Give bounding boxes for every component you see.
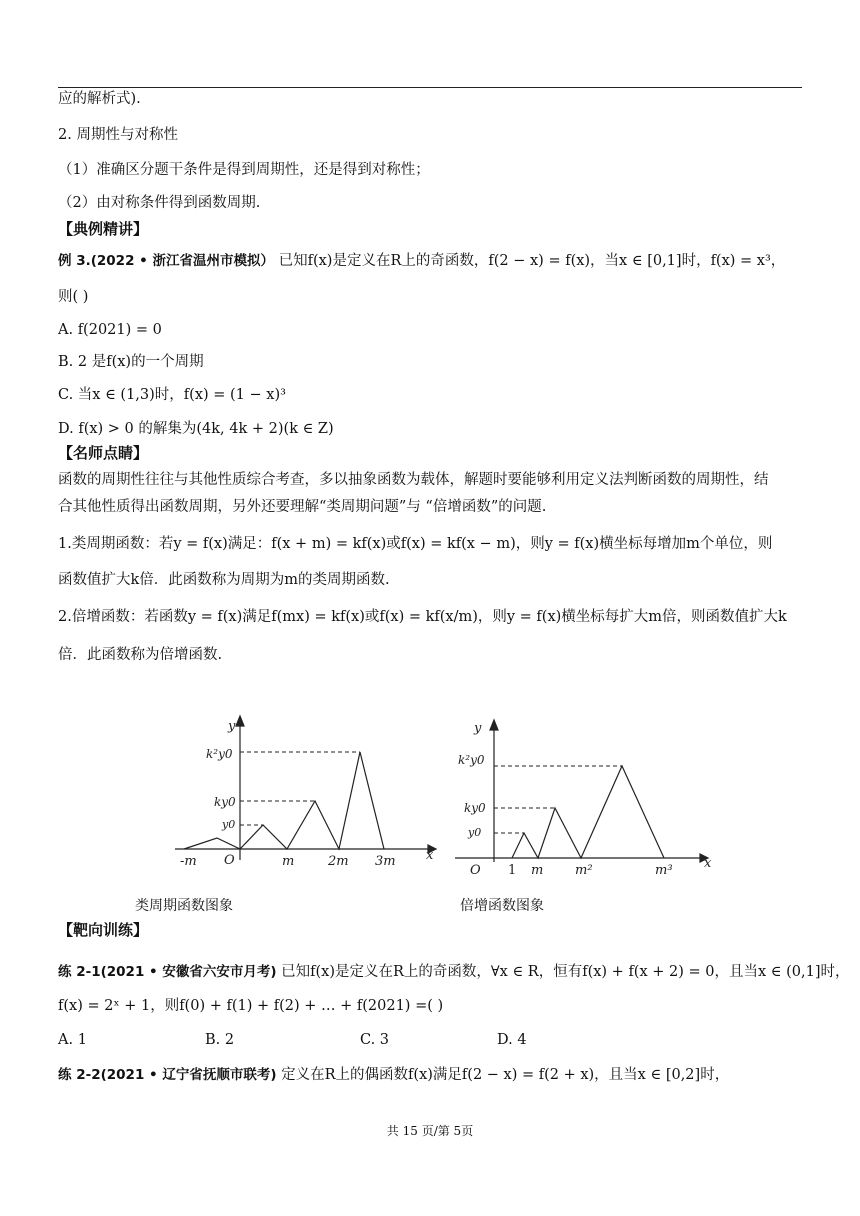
example-text: 已知f(x)是定义在R上的奇函数，f(2 − x) = f(x)，当x ∈ [0,1]时，f(x) = x³，	[278, 253, 786, 269]
problem1-line	[58, 965, 850, 980]
problem2-label: 练 2-2(2021 • 辽宁省抚顺市联考)	[58, 1067, 277, 1083]
example-label: 例 3.(2022 • 浙江省温州市模拟）	[58, 253, 274, 269]
option-d: D. f(x) > 0 的解集为(4k, 4k + 2)(k ∈ Z)	[58, 421, 334, 437]
y-axis-label: y	[228, 719, 236, 734]
quasi-periodic-graph	[170, 710, 440, 880]
problem2-line	[58, 1068, 729, 1083]
problem1-option-d: D. 4	[497, 1032, 527, 1048]
example-line	[58, 254, 785, 269]
x-axis-label: x	[704, 856, 712, 871]
def1-line2: 函数值扩大k倍．此函数称为周期为m的类周期函数.	[58, 572, 390, 588]
x-label-2m: 2m	[328, 854, 349, 869]
y-label-y0: y0	[222, 818, 236, 831]
example-cont: 则( )	[58, 289, 89, 305]
x-label-neg-m: -m	[180, 854, 197, 869]
intro-item1: （1）准确区分题干条件是得到周期性，还是得到对称性；	[58, 162, 430, 178]
problem1-text: 已知f(x)是定义在R上的奇函数，∀x ∈ R，恒有f(x) + f(x + 2) = 0，且当x ∈ (0,1]时，	[281, 964, 850, 980]
y-label-ky0: ky0	[464, 801, 486, 815]
mingshi-header: 【名师点睛】	[58, 444, 149, 462]
y-axis-arrow	[490, 720, 498, 730]
x-label-m: m	[531, 863, 544, 878]
problem1-option-c: C. 3	[360, 1032, 390, 1048]
origin-label: O	[224, 853, 235, 868]
problem1-option-b: B. 2	[205, 1032, 235, 1048]
mingshi-para1: 函数的周期性往往与其他性质综合考查，多以抽象函数为载体，解题时要能够利用定义法判断函数的周期性，结	[58, 472, 769, 488]
def2-line2: 倍．此函数称为倍增函数.	[58, 647, 223, 663]
problem1-label: 练 2-1(2021 • 安徽省六安市月考)	[58, 964, 277, 980]
doubling-curve	[512, 766, 664, 858]
y-label-k2y0: k²y0	[206, 747, 233, 761]
x-label-3m: 3m	[375, 854, 396, 869]
y-label-k2y0: k²y0	[458, 753, 485, 767]
right-figure-caption: 倍增函数图象	[460, 898, 544, 914]
def1-line1: 1.类周期函数：若y = f(x)满足：f(x + m) = kf(x)或f(x) = kf(x − m)，则y = f(x)横坐标每增加m个单位，则	[58, 536, 773, 552]
def2-line1: 2.倍增函数：若函数y = f(x)满足f(mx) = kf(x)或f(x) = kf(x/m)，则y = f(x)横坐标每扩大m倍，则函数值扩大k	[58, 609, 787, 625]
y-label-y0: y0	[468, 826, 482, 839]
problem2-text: 定义在R上的偶函数f(x)满足f(2 − x) = f(2 + x)，且当x ∈ [0,2]时，	[281, 1067, 730, 1083]
mingshi-para2: 合其他性质得出函数周期，另外还要理解“类周期问题”与 “倍增函数”的问题.	[58, 499, 547, 515]
x-axis-label: x	[426, 848, 434, 863]
problem1-cont: f(x) = 2ˣ + 1，则f(0) + f(1) + f(2) + … + f(2021) =( )	[58, 998, 444, 1014]
x-label-1: 1	[508, 863, 517, 878]
dianli-header: 【典例精讲】	[58, 220, 149, 238]
y-label-ky0: ky0	[214, 795, 236, 809]
origin-label: O	[470, 863, 481, 878]
option-a: A. f(2021) = 0	[58, 322, 162, 338]
intro-line0: 应的解析式).	[58, 91, 141, 107]
option-b: B. 2 是f(x)的一个周期	[58, 354, 204, 370]
x-label-m2: m²	[575, 863, 593, 878]
baxiang-header: 【靶向训练】	[58, 921, 149, 939]
header-rule	[58, 87, 802, 88]
x-label-m: m	[282, 854, 295, 869]
doubling-function-graph	[450, 712, 720, 882]
option-c: C. 当x ∈ (1,3)时，f(x) = (1 − x)³	[58, 387, 286, 403]
y-axis-arrow	[236, 716, 244, 726]
intro-item2: （2）由对称条件得到函数周期.	[58, 195, 261, 211]
x-label-m3: m³	[655, 863, 673, 878]
problem1-option-a: A. 1	[58, 1032, 87, 1048]
y-axis-label: y	[474, 721, 482, 736]
page-footer: 共 15 页/第 5页	[386, 1124, 474, 1138]
section-title: 2. 周期性与对称性	[58, 127, 178, 143]
left-figure-caption: 类周期函数图象	[135, 898, 233, 914]
